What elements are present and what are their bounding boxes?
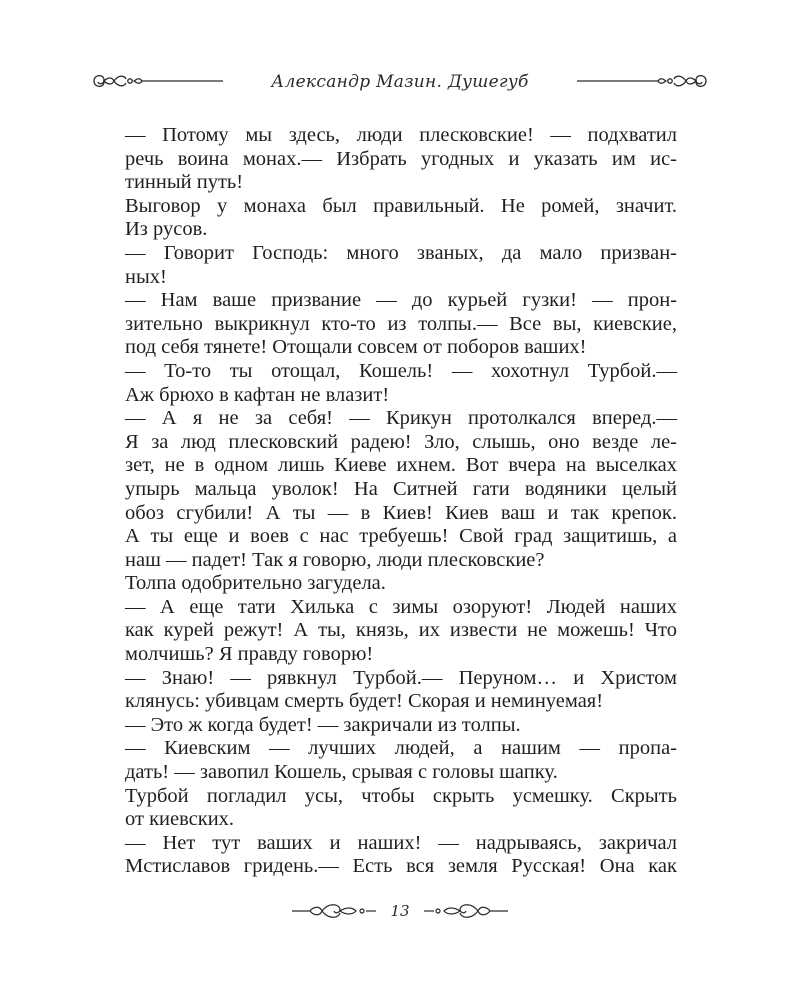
body-text (125, 124, 677, 879)
text-line: — А еще тати Хилька с зимы озоруют! Людей наших (125, 595, 677, 618)
right-flourish-icon (575, 68, 710, 94)
text-line: Я за люд плесковский радею! Зло, слышь, оно везде ле- (125, 430, 677, 453)
text-line: тинный путь! (125, 171, 244, 194)
text-line: — Нет тут ваших и наших! — надрываясь, закричал (125, 831, 677, 854)
text-line: — Говорит Господь: много званых, да мало призван- (125, 241, 677, 264)
text-line: — Знаю! — рявкнул Турбой.— Перуном… и Христом (125, 666, 677, 689)
running-header (90, 68, 710, 98)
text-line: Турбой погладил усы, чтобы скрыть усмешку. Скрыть (125, 784, 677, 807)
text-line: как курей режут! А ты, князь, их извести не можешь! Что (125, 619, 677, 642)
page-footer (290, 898, 510, 926)
text-line: — А я не за себя! — Крикун протолкался вперед.— (125, 407, 677, 430)
text-line: под себя тянете! Отощали совсем от поборов ваших! (125, 336, 587, 359)
text-line: Выговор у монаха был правильный. Не ромей, значит. (125, 194, 677, 217)
text-line: — Это ж когда будет! — закричали из толпы. (125, 713, 521, 736)
text-line: А ты еще и воев с нас требуешь! Свой град защитишь, а (125, 525, 677, 548)
text-line: зительно выкрикнул кто-то из толпы.— Все вы, киевские, (125, 312, 677, 335)
text-line: Из русов. (125, 218, 208, 241)
text-line: Мстиславов гридень.— Есть вся земля Русская! Она как (125, 855, 677, 878)
text-line: клянусь: убивцам смерть будет! Скорая и неминуемая! (125, 690, 604, 713)
text-line: — Потому мы здесь, люди плесковские! — подхватил (125, 124, 677, 146)
text-line: — Киевским — лучших людей, а нашим — пропа- (125, 737, 677, 760)
text-line: речь воина монах.— Избрать угодных и указать им ис- (125, 147, 677, 170)
text-line: Аж брюхо в кафтан не влазит! (125, 383, 390, 406)
text-line: ных! (125, 265, 167, 288)
running-header-title: Александр Мазин. Душегуб (271, 72, 529, 92)
text-line: зет, не в одном лишь Киеве ихнем. Вот вчера на выселках (125, 454, 677, 477)
text-line: Толпа одобрительно загудела. (125, 572, 386, 595)
text-line: дать! — завопил Кошель, срывая с головы шапку. (125, 761, 558, 784)
text-line: — То-то ты отощал, Кошель! — хохотнул Турбой.— (125, 359, 677, 382)
text-line: молчишь? Я правду говорю! (125, 643, 374, 666)
page-number: 13 (390, 902, 410, 920)
text-line: от киевских. (125, 808, 235, 831)
text-line: обоз сгубили! А ты — в Киев! Киев ваш и так крепок. (125, 501, 677, 524)
text-line: наш — падет! Так я говорю, люди плесковские? (125, 548, 545, 571)
footer-right-ornament-icon (420, 898, 510, 924)
text-line: — Нам ваше призвание — до курьей гузки! — прон- (125, 289, 677, 312)
text-line: упырь мальца уволок! На Ситней гати водяники целый (125, 477, 677, 500)
